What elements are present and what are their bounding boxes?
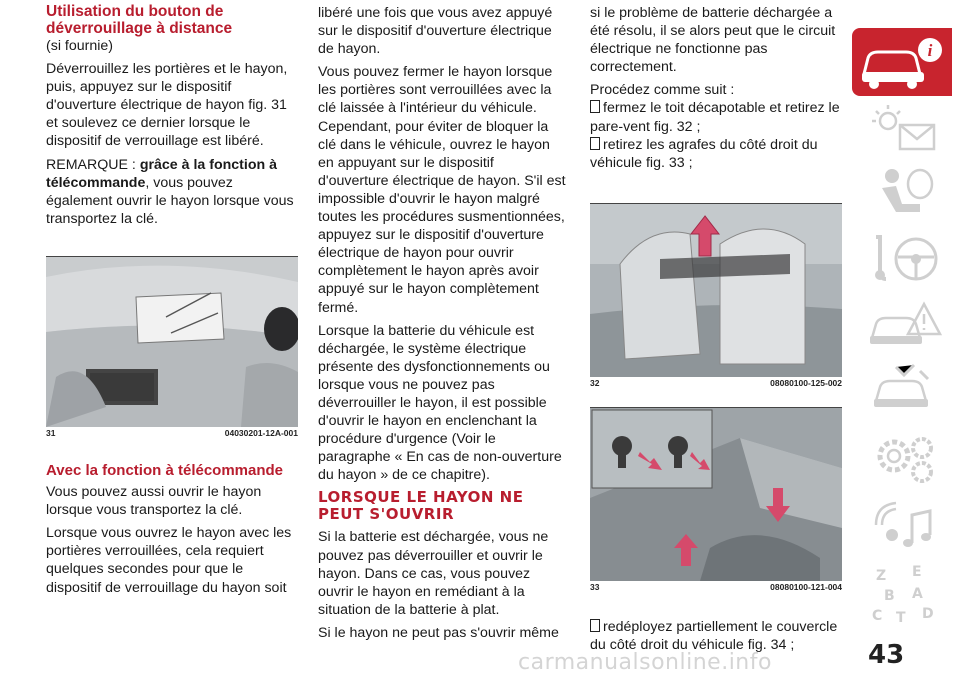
- remark-paragraph: [46, 156, 296, 228]
- column-2: [318, 4, 568, 647]
- index-letter: Z: [876, 568, 887, 584]
- index-letter: A: [912, 586, 923, 602]
- sidebar-item-safety[interactable]: [852, 162, 960, 226]
- index-letter: E: [912, 564, 922, 580]
- index-letter: D: [922, 606, 934, 622]
- seat-airbag-icon: [866, 164, 946, 224]
- bullet-text: redéployez partiellement le couvercle du côté droit du véhicule fig. 34 ;: [590, 619, 838, 654]
- checkbox-bullet-icon: [590, 100, 600, 113]
- paragraph: Vous pouvez fermer le hayon lorsque les portières sont verrouillées avec la clé laissée à l'intérieur du véhicule. Cependant, pour éviter de bloquer la clé dans le véhicule, ouvrez le hayon en appuyant sur le dispositif d'ouverture électrique de hayon. S'il est impossible d'ouvrir le hayon malgré toutes les procédures susmentionnées, appuyez sur le dispositif d'ouverture électrique de hayon pour ouvrir complètement le hayon après avoir appuyé sur le hayon complètement fermé.: [318, 64, 566, 316]
- page-number: 43: [868, 640, 905, 670]
- sidebar-item-warnings[interactable]: [852, 99, 960, 159]
- figure-caption: [590, 581, 842, 593]
- figure-31: [46, 256, 298, 439]
- paragraph: si le problème de batterie déchargée a été résolu, il se alors peut que le circuit électrique ne fonctionne pas correctement.: [590, 5, 836, 76]
- chapter-heading: LORSQUE LE HAYON NE PEUT S'OUVRIR: [318, 488, 524, 524]
- remark-prefix: REMARQUE :: [46, 156, 140, 173]
- figure-ref: 08080100-121-004: [770, 582, 842, 592]
- wind-deflector-illustration: [590, 204, 842, 377]
- checkbox-bullet-icon: [590, 137, 600, 150]
- paragraph: Si la batterie est déchargée, vous ne pouvez pas déverrouiller et ouvrir le hayon. Dans ce cas, vous pouvez ouvrir le hayon en remédiant à la situation de la batterie à plat.: [318, 529, 549, 618]
- index-letter: C: [872, 608, 883, 624]
- warning-lights-icon: [866, 101, 946, 157]
- sidebar-item-technical[interactable]: [852, 426, 960, 490]
- column-3: [590, 4, 842, 654]
- figure-33: [590, 407, 842, 593]
- trunk-lid-illustration: [46, 257, 298, 427]
- column-1: [46, 3, 298, 596]
- figure-caption: [590, 377, 842, 389]
- bullet-item: [590, 618, 842, 654]
- sidebar-item-maintenance[interactable]: [852, 359, 960, 423]
- index-letter: B: [884, 588, 895, 604]
- figure-32: [590, 203, 842, 389]
- index-icon: [866, 562, 946, 628]
- chapter-sidebar: [852, 28, 960, 630]
- bullet-item: [590, 136, 840, 172]
- figure-ref: 04030201-12A-001: [224, 428, 298, 438]
- paragraph: Vous pouvez aussi ouvrir le hayon lorsque vous transportez la clé.: [46, 484, 262, 519]
- bullet-text: fermez le toit décapotable et retirez le pare-vent fig. 32 ;: [590, 100, 840, 135]
- column-3-lower: [590, 618, 842, 654]
- figure-number: 33: [590, 582, 600, 592]
- figure-caption: [46, 427, 298, 439]
- figure-ref: 08080100-125-002: [770, 378, 842, 388]
- section-heading-2: Avec la fonction à télécommande: [46, 462, 284, 479]
- bullet-text: retirez les agrafes du côté droit du véhicule fig. 33 ;: [590, 136, 818, 171]
- maintenance-icon: [866, 361, 946, 421]
- column-1-lower: [46, 462, 298, 602]
- remark-bold: grâce à la fonction à télécommande: [46, 156, 277, 191]
- bullet-item: [590, 99, 840, 135]
- sidebar-item-driving[interactable]: [852, 229, 960, 289]
- clip-removal-illustration: [590, 408, 842, 581]
- paragraph: Lorsque vous ouvrez le hayon avec les portières verrouillées, cela requiert quelques secondes pour que le dispositif de verrouillage du hayon soit: [46, 525, 292, 596]
- sidebar-item-emergency[interactable]: [852, 292, 960, 356]
- paragraph: libéré une fois que vous avez appuyé sur le dispositif d'ouverture électrique de hayon.: [318, 5, 553, 58]
- sidebar-item-multimedia[interactable]: [852, 493, 960, 557]
- sidebar-item-index[interactable]: [852, 560, 960, 630]
- figure-number: 31: [46, 428, 56, 438]
- multimedia-icon: [866, 495, 946, 555]
- paragraph: Procédez comme suit :: [590, 82, 735, 99]
- car-info-icon: [852, 28, 952, 96]
- checkbox-bullet-icon: [590, 619, 600, 632]
- index-letter: T: [896, 610, 906, 626]
- steering-wheel-icon: [866, 231, 946, 287]
- section-heading: Utilisation du bouton de déverrouillage à distance: [46, 3, 233, 37]
- gears-icon: [866, 428, 946, 488]
- watermark: carmanualsonline.info: [518, 650, 772, 675]
- sidebar-item-car-info[interactable]: [852, 28, 952, 96]
- paragraph: Si le hayon ne peut pas s'ouvrir même: [318, 624, 559, 641]
- paragraph: Lorsque la batterie du véhicule est déchargée, le système électrique présente des dysfonctionnements ou lorsque vous ne pouvez pas déverrouiller le hayon, il est possible d'ouvrir le hayon en enclenchant la procédure d'urgence (Voir le paragraphe « En cas de non-ouverture du hayon » de ce chapitre).: [318, 322, 562, 484]
- info-letter: i: [927, 41, 933, 60]
- figure-number: 32: [590, 378, 600, 388]
- paragraph: Déverrouillez les portières et le hayon, puis, appuyez sur le dispositif d'ouverture électrique de hayon fig. 31 et soulevez ce dernier lorsque le dispositif de verrouillage est libéré.: [46, 61, 288, 150]
- section-subheading: (si fournie): [46, 38, 114, 54]
- breakdown-icon: [866, 294, 946, 354]
- remark-rest: , vous pouvez également ouvrir le hayon lorsque vous transportez la clé.: [46, 174, 294, 227]
